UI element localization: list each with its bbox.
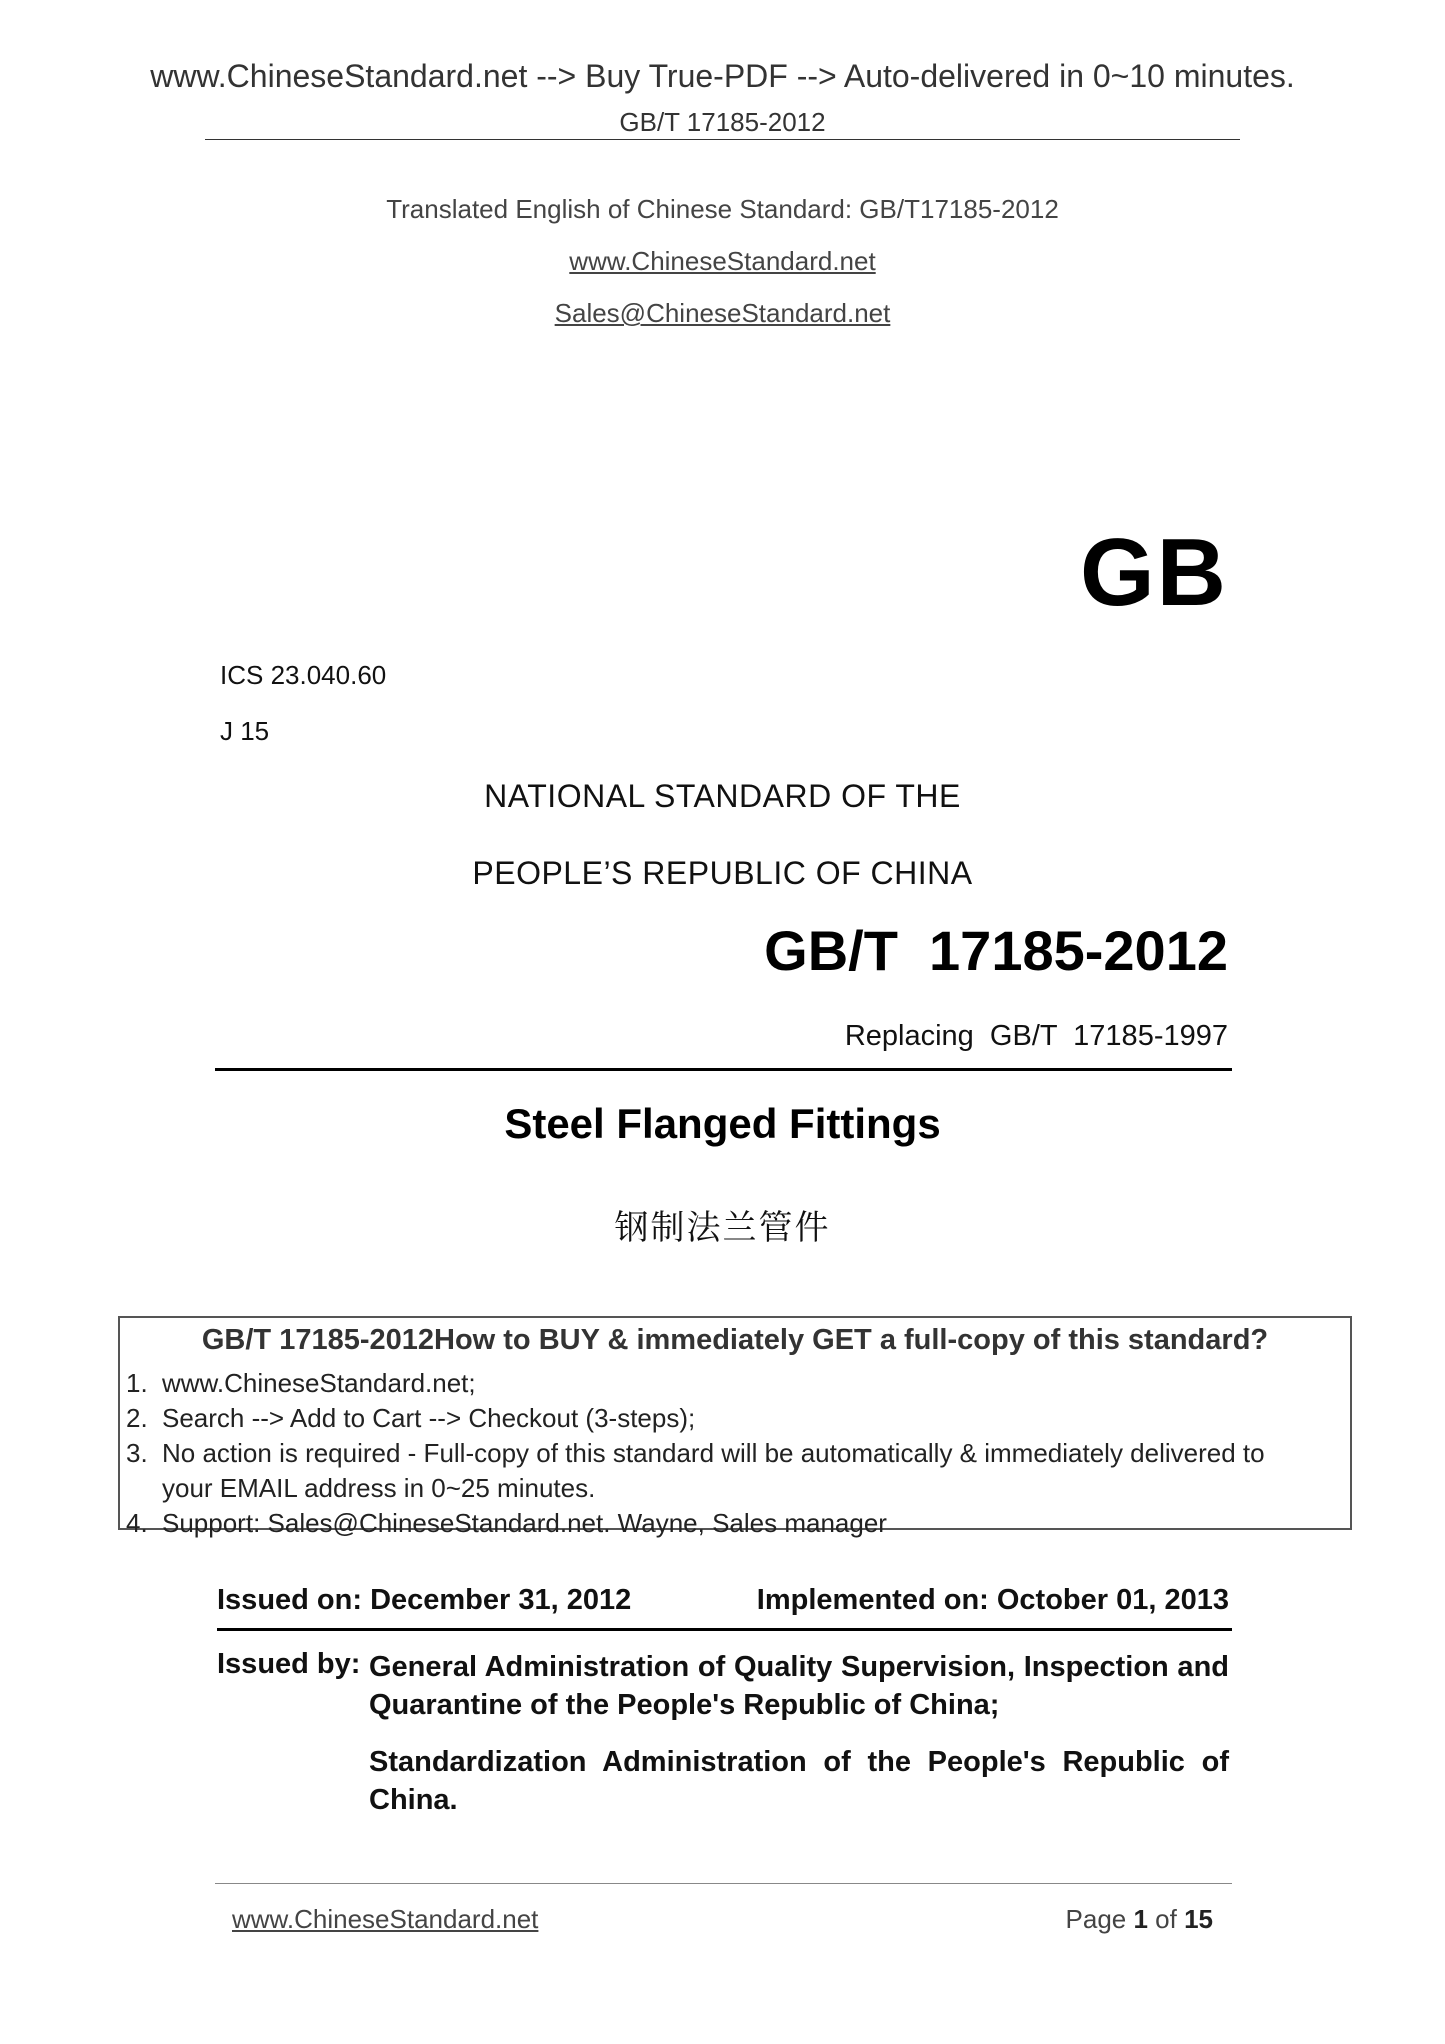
- page-total: 15: [1184, 1904, 1213, 1934]
- page-current: 1: [1133, 1904, 1148, 1934]
- email-link[interactable]: Sales@ChineseStandard.net: [554, 298, 891, 328]
- issuer-sac: Standardization Administration of the People's Republic of China.: [369, 1746, 1229, 1816]
- page-number: [1066, 1904, 1213, 1935]
- purchase-heading: GB/T 17185-2012How to BUY & immediately GET a full-copy of this standard?: [201, 1324, 1269, 1356]
- step-number: 1.: [126, 1368, 148, 1398]
- title-divider: [215, 1068, 1232, 1071]
- page-of: of: [1147, 1904, 1185, 1934]
- gb-logo: GB: [1080, 519, 1228, 626]
- national-standard-line1: NATIONAL STANDARD OF THE: [484, 778, 961, 814]
- list-item: [126, 1506, 1265, 1541]
- email-link-row: [0, 298, 1445, 329]
- translated-title: Translated English of Chinese Standard: GB/T17185-2012: [386, 194, 1059, 224]
- step-text: No action is required - Full-copy of this standard will be automatically & immediately delivered to: [162, 1438, 1265, 1468]
- step-text: www.ChineseStandard.net;: [162, 1368, 476, 1398]
- header-divider: [205, 139, 1240, 140]
- step-text: Support: Sales@ChineseStandard.net. Wayne, Sales manager: [162, 1508, 887, 1538]
- footer-website-link[interactable]: www.ChineseStandard.net: [232, 1904, 539, 1934]
- list-item: [126, 1366, 1265, 1401]
- issued-on: Issued on: December 31, 2012: [217, 1584, 632, 1616]
- purchase-info-box: [118, 1316, 1352, 1538]
- page-prefix: Page: [1065, 1904, 1134, 1934]
- step-number: 2.: [126, 1403, 148, 1433]
- footer-divider: [215, 1883, 1232, 1884]
- step-text-continued: your EMAIL address in 0~25 minutes.: [162, 1473, 596, 1503]
- ics-code: ICS 23.040.60: [220, 660, 387, 690]
- website-link-row: [0, 246, 1445, 277]
- step-text: Search --> Add to Cart --> Checkout (3-steps);: [162, 1403, 696, 1433]
- issue-divider: [217, 1628, 1232, 1631]
- header-standard-code: GB/T 17185-2012: [619, 107, 826, 137]
- issued-by-label: Issued by:: [217, 1648, 361, 1680]
- step-number: 4.: [126, 1508, 148, 1538]
- list-item: [126, 1401, 1265, 1436]
- implemented-on: Implemented on: October 01, 2013: [756, 1584, 1229, 1616]
- website-link[interactable]: www.ChineseStandard.net: [569, 246, 876, 276]
- list-item: [126, 1436, 1265, 1506]
- issuer-aqsiq: General Administration of Quality Supervision, Inspection and Quarantine of the People's Republic of China;: [369, 1651, 1229, 1721]
- document-title: Steel Flanged Fittings: [504, 1100, 941, 1147]
- replacing-standard: Replacing GB/T 17185-1997: [844, 1020, 1228, 1052]
- document-title-chinese: 钢制法兰管件: [614, 1208, 831, 1248]
- classification-code: J 15: [220, 716, 270, 746]
- purchase-steps: [126, 1366, 1265, 1541]
- step-number: 3.: [126, 1438, 148, 1468]
- header-banner: www.ChineseStandard.net --> Buy True-PDF --> Auto-delivered in 0~10 minutes.: [150, 58, 1295, 94]
- national-standard-line2: PEOPLE’S REPUBLIC OF CHINA: [472, 855, 973, 891]
- standard-number: GB/T 17185-2012: [764, 919, 1228, 982]
